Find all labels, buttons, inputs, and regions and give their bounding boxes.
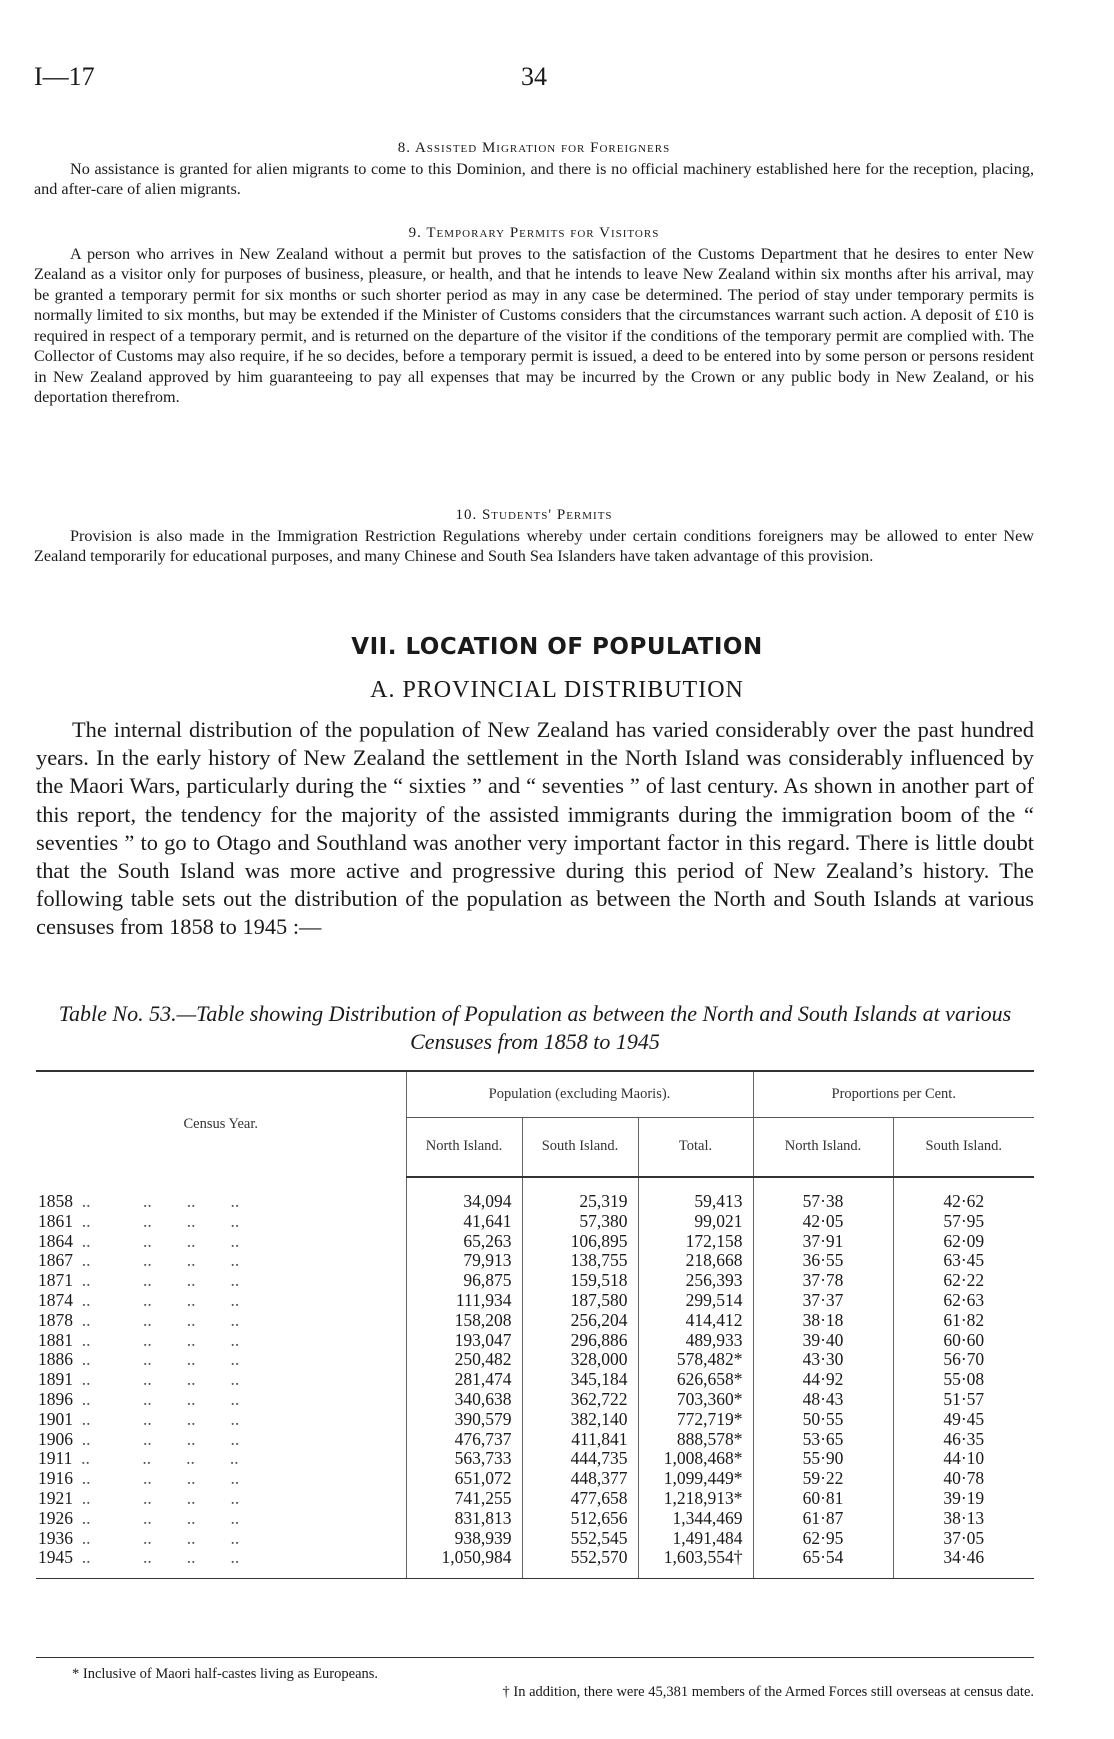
footnote-star: * Inclusive of Maori half-castes living as Europeans. xyxy=(72,1666,379,1682)
cell-pct-south: 55·08 xyxy=(893,1370,1034,1390)
table-row xyxy=(36,1311,1034,1331)
table-row xyxy=(36,1212,1034,1232)
leader-dots: .. .. .. .. xyxy=(73,1289,240,1310)
cell-pct-south: 49·45 xyxy=(893,1410,1034,1430)
cell-pct-north: 39·40 xyxy=(753,1331,893,1351)
leader-dots: .. .. .. .. xyxy=(73,1428,240,1449)
cell-year xyxy=(36,1529,406,1549)
cell-north-island: 158,208 xyxy=(406,1311,522,1331)
cell-pct-north: 48·43 xyxy=(753,1390,893,1410)
leader-dots: .. .. .. .. xyxy=(73,1270,240,1291)
header-pct-north: North Island. xyxy=(753,1117,893,1177)
leader-dots: .. .. .. .. xyxy=(73,1230,240,1251)
cell-pct-south: 37·05 xyxy=(893,1529,1034,1549)
cell-total: 772,719* xyxy=(638,1410,753,1430)
leader-dots: .. .. .. .. xyxy=(73,1309,240,1330)
table-row xyxy=(36,1529,1034,1549)
cell-south-island: 444,735 xyxy=(522,1449,638,1469)
cell-south-island: 477,658 xyxy=(522,1489,638,1509)
footnotes xyxy=(36,1665,1034,1701)
leader-dots: .. .. .. .. xyxy=(73,1408,240,1429)
year-label: 1916 xyxy=(38,1468,73,1489)
leader-dots: .. .. .. .. xyxy=(73,1250,240,1271)
cell-year xyxy=(36,1350,406,1370)
cell-pct-south: 44·10 xyxy=(893,1449,1034,1469)
year-label: 1901 xyxy=(38,1408,73,1429)
cell-pct-north: 43·30 xyxy=(753,1350,893,1370)
footnote-rule xyxy=(36,1657,1034,1658)
year-label: 1891 xyxy=(38,1369,73,1390)
leader-dots: .. .. .. .. xyxy=(73,1349,240,1370)
cell-pct-south: 62·63 xyxy=(893,1291,1034,1311)
cell-north-island: 476,737 xyxy=(406,1430,522,1450)
cell-north-island: 563,733 xyxy=(406,1449,522,1469)
year-label: 1921 xyxy=(38,1487,73,1508)
section-10-heading: 10. Students' Permits xyxy=(455,507,613,523)
table-row xyxy=(36,1271,1034,1291)
table-row xyxy=(36,1489,1034,1509)
cell-north-island: 938,939 xyxy=(406,1529,522,1549)
cell-north-island: 193,047 xyxy=(406,1331,522,1351)
cell-pct-north: 36·55 xyxy=(753,1251,893,1271)
cell-total: 172,158 xyxy=(638,1232,753,1252)
section-9 xyxy=(34,223,1034,408)
cell-total: 1,603,554† xyxy=(638,1548,753,1578)
header-census-year: Census Year. xyxy=(36,1071,406,1177)
year-label: 1864 xyxy=(38,1230,73,1251)
cell-south-island: 328,000 xyxy=(522,1350,638,1370)
table-row xyxy=(36,1410,1034,1430)
cell-year xyxy=(36,1291,406,1311)
year-label: 1911 xyxy=(38,1448,73,1469)
cell-pct-south: 60·60 xyxy=(893,1331,1034,1351)
cell-north-island: 281,474 xyxy=(406,1370,522,1390)
year-label: 1926 xyxy=(38,1507,73,1528)
cell-pct-north: 61·87 xyxy=(753,1509,893,1529)
footnote-dagger: † In addition, there were 45,381 members of the Armed Forces still overseas at census date. xyxy=(502,1684,1034,1700)
table-row xyxy=(36,1232,1034,1252)
cell-pct-south: 38·13 xyxy=(893,1509,1034,1529)
cell-year xyxy=(36,1311,406,1331)
cell-total: 99,021 xyxy=(638,1212,753,1232)
cell-north-island: 250,482 xyxy=(406,1350,522,1370)
cell-north-island: 831,813 xyxy=(406,1509,522,1529)
cell-year xyxy=(36,1370,406,1390)
cell-north-island: 34,094 xyxy=(406,1177,522,1212)
table-row xyxy=(36,1449,1034,1469)
header-proportions-group: Proportions per Cent. xyxy=(753,1071,1034,1117)
cell-north-island: 79,913 xyxy=(406,1251,522,1271)
cell-south-island: 138,755 xyxy=(522,1251,638,1271)
cell-south-island: 512,656 xyxy=(522,1509,638,1529)
section-8-text: No assistance is granted for alien migrants to come to this Dominion, and there is no official machinery established here for the reception, placing, and after-care of alien migrants. xyxy=(34,159,1034,198)
year-label: 1867 xyxy=(38,1250,73,1271)
cell-pct-south: 56·70 xyxy=(893,1350,1034,1370)
cell-south-island: 362,722 xyxy=(522,1390,638,1410)
year-label: 1906 xyxy=(38,1428,73,1449)
cell-pct-north: 59·22 xyxy=(753,1469,893,1489)
table-row xyxy=(36,1177,1034,1212)
cell-north-island: 651,072 xyxy=(406,1469,522,1489)
cell-year xyxy=(36,1449,406,1469)
cell-pct-south: 63·45 xyxy=(893,1251,1034,1271)
page-header xyxy=(34,62,1074,102)
cell-total: 1,344,469 xyxy=(638,1509,753,1529)
leader-dots: .. .. .. .. xyxy=(73,1388,240,1409)
cell-north-island: 111,934 xyxy=(406,1291,522,1311)
year-label: 1878 xyxy=(38,1309,73,1330)
table-row xyxy=(36,1370,1034,1390)
leader-dots: .. .. .. .. xyxy=(73,1190,240,1211)
cell-pct-north: 57·38 xyxy=(753,1177,893,1212)
cell-year xyxy=(36,1251,406,1271)
cell-pct-south: 62·22 xyxy=(893,1271,1034,1291)
section-subtitle: A. PROVINCIAL DISTRIBUTION xyxy=(370,677,744,703)
cell-pct-north: 37·78 xyxy=(753,1271,893,1291)
section-8-heading: 8. Assisted Migration for Foreigners xyxy=(397,140,671,156)
year-label: 1881 xyxy=(38,1329,73,1350)
cell-north-island: 340,638 xyxy=(406,1390,522,1410)
cell-year xyxy=(36,1271,406,1291)
cell-south-island: 187,580 xyxy=(522,1291,638,1311)
leader-dots: .. .. .. .. xyxy=(73,1210,240,1231)
cell-total: 1,218,913* xyxy=(638,1489,753,1509)
cell-total: 299,514 xyxy=(638,1291,753,1311)
cell-year xyxy=(36,1410,406,1430)
main-paragraph: The internal distribution of the population of New Zealand has varied considerably over the past hundred years. In the early history of New Zealand the settlement in the North Island was considerably influenced by the Maori Wars, particularly during the “ sixties ” and “ seventies ” of last century. As shown in another part of this report, the tendency for the majority of the assisted immigrants during the immigration boom of the “ seventies ” to go to Otago and Southland was another very important factor in this regard. There is little doubt that the South Island was more active and progressive during this period of New Zealand’s history. The following table sets out the distribution of the population as between the North and South Islands at various censuses from 1858 to 1945 :— xyxy=(36,717,1034,940)
cell-south-island: 552,570 xyxy=(522,1548,638,1578)
cell-pct-south: 46·35 xyxy=(893,1430,1034,1450)
leader-dots: .. .. .. .. xyxy=(73,1487,240,1508)
cell-pct-south: 42·62 xyxy=(893,1177,1034,1212)
cell-year xyxy=(36,1509,406,1529)
population-table xyxy=(36,1070,1034,1579)
year-label: 1896 xyxy=(38,1388,73,1409)
section-9-text: A person who arrives in New Zealand without a permit but proves to the satisfaction of the Customs Department that he desires to enter New Zealand as a visitor only for purposes of business, pleasure, or health, and that he intends to leave New Zealand within six months after his arrival, may be granted a temporary permit for six months or such shorter period as may in any case be determined. The period of stay under temporary permits is normally limited to six months, but may be extended if the Minister of Customs considers that the circumstances warrant such action. A deposit of £10 is required in respect of a temporary permit, and is returned on the departure of the visitor if the conditions of the temporary permit are complied with. The Collector of Customs may also require, if he so decides, before a temporary permit is issued, a deed to be entered into by some person or persons resident in New Zealand approved by him guaranteeing to pay all expenses that may be incurred by the Crown or any public body in New Zealand, or his deportation therefrom. xyxy=(34,244,1034,406)
page-reference: I—17 xyxy=(34,62,95,91)
cell-south-island: 106,895 xyxy=(522,1232,638,1252)
cell-total: 256,393 xyxy=(638,1271,753,1291)
cell-total: 218,668 xyxy=(638,1251,753,1271)
cell-south-island: 382,140 xyxy=(522,1410,638,1430)
section-10-text: Provision is also made in the Immigration Restriction Regulations whereby under certain conditions foreigners may be allowed to enter New Zealand temporarily for educational purposes, and many Chinese and South Sea Islanders have taken advantage of this provision. xyxy=(34,526,1034,565)
cell-total: 703,360* xyxy=(638,1390,753,1410)
header-north-island: North Island. xyxy=(406,1117,522,1177)
cell-pct-north: 42·05 xyxy=(753,1212,893,1232)
cell-south-island: 448,377 xyxy=(522,1469,638,1489)
cell-pct-south: 57·95 xyxy=(893,1212,1034,1232)
leader-dots: .. .. .. .. xyxy=(73,1547,240,1568)
year-label: 1858 xyxy=(38,1190,73,1211)
cell-north-island: 1,050,984 xyxy=(406,1548,522,1578)
header-population-group: Population (excluding Maoris). xyxy=(406,1071,753,1117)
cell-total: 888,578* xyxy=(638,1430,753,1450)
cell-pct-north: 44·92 xyxy=(753,1370,893,1390)
cell-pct-north: 60·81 xyxy=(753,1489,893,1509)
cell-pct-north: 65·54 xyxy=(753,1548,893,1578)
leader-dots: .. .. .. .. xyxy=(73,1527,240,1548)
cell-year xyxy=(36,1548,406,1578)
year-label: 1861 xyxy=(38,1210,73,1231)
table-caption: Table No. 53.—Table showing Distribution of Population as between the North and South Islands at various Censuses from 1858 to 1945 xyxy=(58,1001,1012,1054)
cell-south-island: 25,319 xyxy=(522,1177,638,1212)
year-label: 1886 xyxy=(38,1349,73,1370)
cell-year xyxy=(36,1430,406,1450)
cell-pct-south: 34·46 xyxy=(893,1548,1034,1578)
cell-south-island: 256,204 xyxy=(522,1311,638,1331)
cell-south-island: 296,886 xyxy=(522,1331,638,1351)
leader-dots: .. .. .. .. xyxy=(73,1507,240,1528)
chapter-title: VII. LOCATION OF POPULATION xyxy=(351,634,763,660)
cell-pct-south: 62·09 xyxy=(893,1232,1034,1252)
year-label: 1945 xyxy=(38,1547,73,1568)
section-9-heading: 9. Temporary Permits for Visitors xyxy=(408,225,660,241)
table-row xyxy=(36,1430,1034,1450)
cell-total: 59,413 xyxy=(638,1177,753,1212)
table-row xyxy=(36,1350,1034,1370)
table-row xyxy=(36,1469,1034,1489)
cell-year xyxy=(36,1469,406,1489)
table-row xyxy=(36,1331,1034,1351)
cell-south-island: 57,380 xyxy=(522,1212,638,1232)
cell-total: 626,658* xyxy=(638,1370,753,1390)
table-row xyxy=(36,1548,1034,1578)
cell-total: 1,008,468* xyxy=(638,1449,753,1469)
cell-year xyxy=(36,1232,406,1252)
table-row xyxy=(36,1251,1034,1271)
cell-year xyxy=(36,1331,406,1351)
cell-total: 414,412 xyxy=(638,1311,753,1331)
table-row xyxy=(36,1291,1034,1311)
leader-dots: .. .. .. .. xyxy=(73,1468,240,1489)
cell-total: 1,099,449* xyxy=(638,1469,753,1489)
cell-north-island: 96,875 xyxy=(406,1271,522,1291)
cell-pct-south: 39·19 xyxy=(893,1489,1034,1509)
cell-year xyxy=(36,1177,406,1212)
leader-dots: .. .. .. .. xyxy=(73,1329,240,1350)
cell-year xyxy=(36,1212,406,1232)
cell-total: 1,491,484 xyxy=(638,1529,753,1549)
header-south-island: South Island. xyxy=(522,1117,638,1177)
table-body xyxy=(36,1177,1034,1579)
cell-pct-north: 62·95 xyxy=(753,1529,893,1549)
leader-dots: .. .. .. .. xyxy=(72,1448,239,1469)
year-label: 1874 xyxy=(38,1289,73,1310)
cell-year xyxy=(36,1489,406,1509)
cell-pct-north: 55·90 xyxy=(753,1449,893,1469)
cell-south-island: 411,841 xyxy=(522,1430,638,1450)
cell-pct-north: 37·37 xyxy=(753,1291,893,1311)
cell-pct-north: 53·65 xyxy=(753,1430,893,1450)
cell-pct-north: 50·55 xyxy=(753,1410,893,1430)
cell-pct-south: 51·57 xyxy=(893,1390,1034,1410)
cell-south-island: 552,545 xyxy=(522,1529,638,1549)
cell-year xyxy=(36,1390,406,1410)
page-number: 34 xyxy=(521,62,547,91)
cell-south-island: 345,184 xyxy=(522,1370,638,1390)
year-label: 1871 xyxy=(38,1270,73,1291)
cell-north-island: 65,263 xyxy=(406,1232,522,1252)
header-total: Total. xyxy=(638,1117,753,1177)
cell-pct-north: 38·18 xyxy=(753,1311,893,1331)
cell-north-island: 741,255 xyxy=(406,1489,522,1509)
cell-total: 489,933 xyxy=(638,1331,753,1351)
cell-north-island: 41,641 xyxy=(406,1212,522,1232)
section-10 xyxy=(34,505,1034,567)
year-label: 1936 xyxy=(38,1527,73,1548)
table-row xyxy=(36,1390,1034,1410)
cell-north-island: 390,579 xyxy=(406,1410,522,1430)
cell-pct-south: 61·82 xyxy=(893,1311,1034,1331)
cell-south-island: 159,518 xyxy=(522,1271,638,1291)
cell-total: 578,482* xyxy=(638,1350,753,1370)
section-8 xyxy=(34,138,1034,200)
cell-pct-south: 40·78 xyxy=(893,1469,1034,1489)
cell-pct-north: 37·91 xyxy=(753,1232,893,1252)
header-pct-south: South Island. xyxy=(893,1117,1034,1177)
leader-dots: .. .. .. .. xyxy=(73,1369,240,1390)
table-row xyxy=(36,1509,1034,1529)
